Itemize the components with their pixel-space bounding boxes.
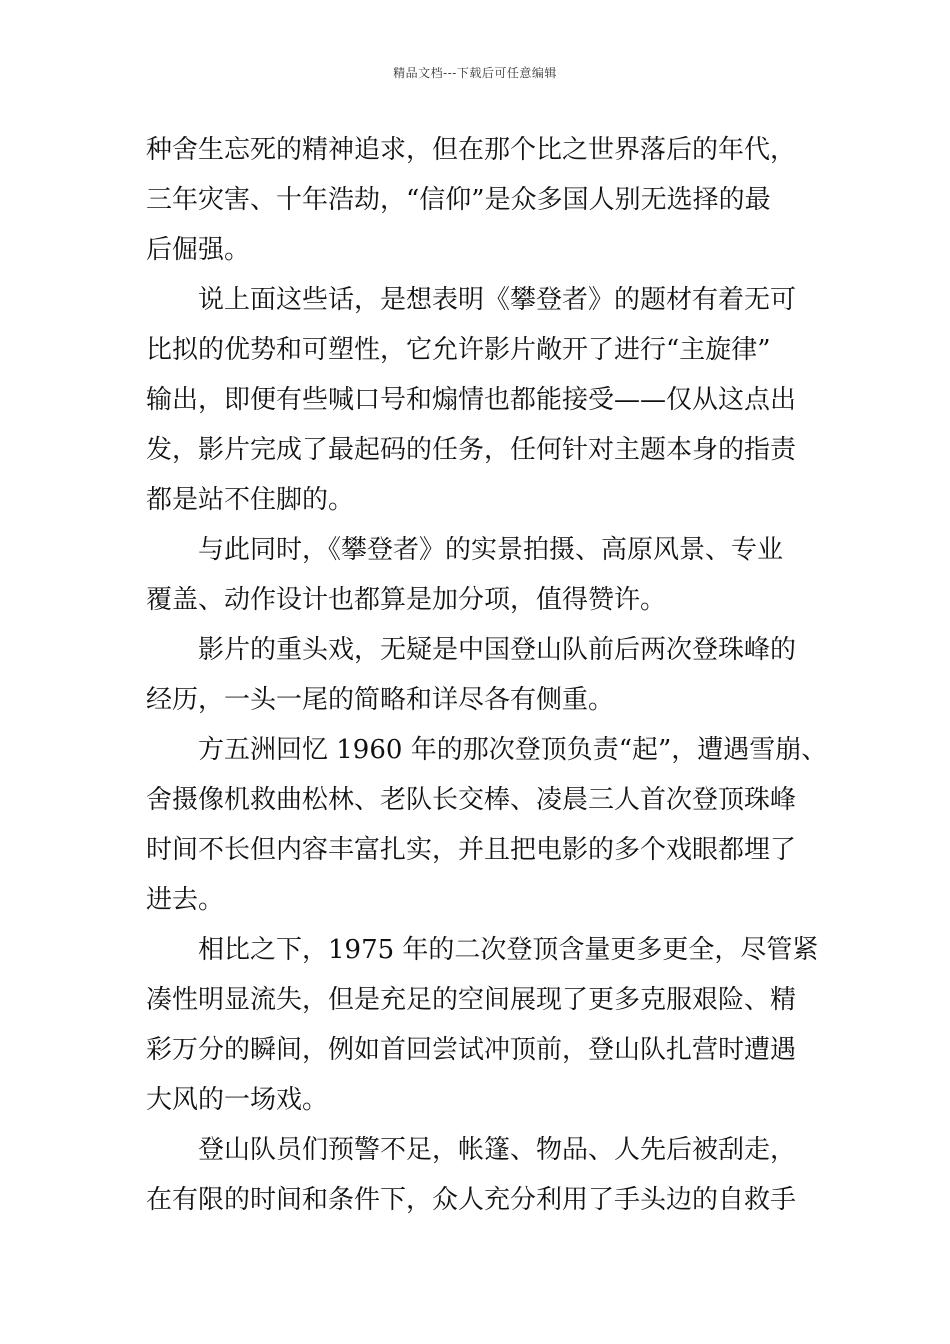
text-line: 说上面这些话，是想表明《攀登者》的题材有着无可 bbox=[198, 285, 797, 315]
text-line: 后倔强。 bbox=[146, 235, 251, 265]
text-line: 彩万分的瞬间，例如首回尝试冲顶前，登山队扎营时遭遇 bbox=[146, 1035, 797, 1065]
text-line: 经历，一头一尾的简略和详尽各有侧重。 bbox=[146, 685, 615, 715]
text-line: 舍摄像机救曲松林、老队长交棒、凌晨三人首次登顶珠峰 bbox=[146, 785, 797, 815]
text-line: 方五洲回忆 1960 年的那次登顶负责“起”，遭遇雪崩、 bbox=[198, 735, 828, 765]
text-line: 覆盖、动作设计也都算是加分项，值得赞许。 bbox=[146, 585, 667, 615]
text-line: 大风的一场戏。 bbox=[146, 1085, 329, 1115]
text-line: 在有限的时间和条件下，众人充分利用了手头边的自救手 bbox=[146, 1185, 797, 1215]
text-line: 都是站不住脚的。 bbox=[146, 485, 355, 515]
page-header: 精品文档---下载后可任意编辑 bbox=[393, 66, 557, 80]
text-line: 登山队员们预警不足，帐篷、物品、人先后被刮走， bbox=[198, 1135, 797, 1165]
text-line: 输出，即便有些喊口号和煽情也都能接受——仅从这点出 bbox=[146, 385, 797, 415]
text-line: 影片的重头戏，无疑是中国登山队前后两次登珠峰的 bbox=[198, 635, 797, 665]
text-line: 凑性明显流失，但是充足的空间展现了更多克服艰险、精 bbox=[146, 985, 797, 1015]
text-line: 时间不长但内容丰富扎实，并且把电影的多个戏眼都埋了 bbox=[146, 835, 797, 865]
text-line: 发，影片完成了最起码的任务，任何针对主题本身的指责 bbox=[146, 435, 797, 465]
text-line: 与此同时，《攀登者》的实景拍摄、高原风景、专业 bbox=[198, 535, 784, 565]
article-body bbox=[146, 125, 826, 1225]
text-line: 进去。 bbox=[146, 885, 225, 915]
text-line: 比拟的优势和可塑性，它允许影片敞开了进行“主旋律” bbox=[146, 335, 771, 365]
text-line: 三年灾害、十年浩劫，“信仰”是众多国人别无选择的最 bbox=[146, 185, 771, 215]
text-line: 种舍生忘死的精神追求，但在那个比之世界落后的年代， bbox=[146, 135, 797, 165]
text-line: 相比之下，1975 年的二次登顶含量更多更全，尽管紧 bbox=[198, 935, 819, 965]
